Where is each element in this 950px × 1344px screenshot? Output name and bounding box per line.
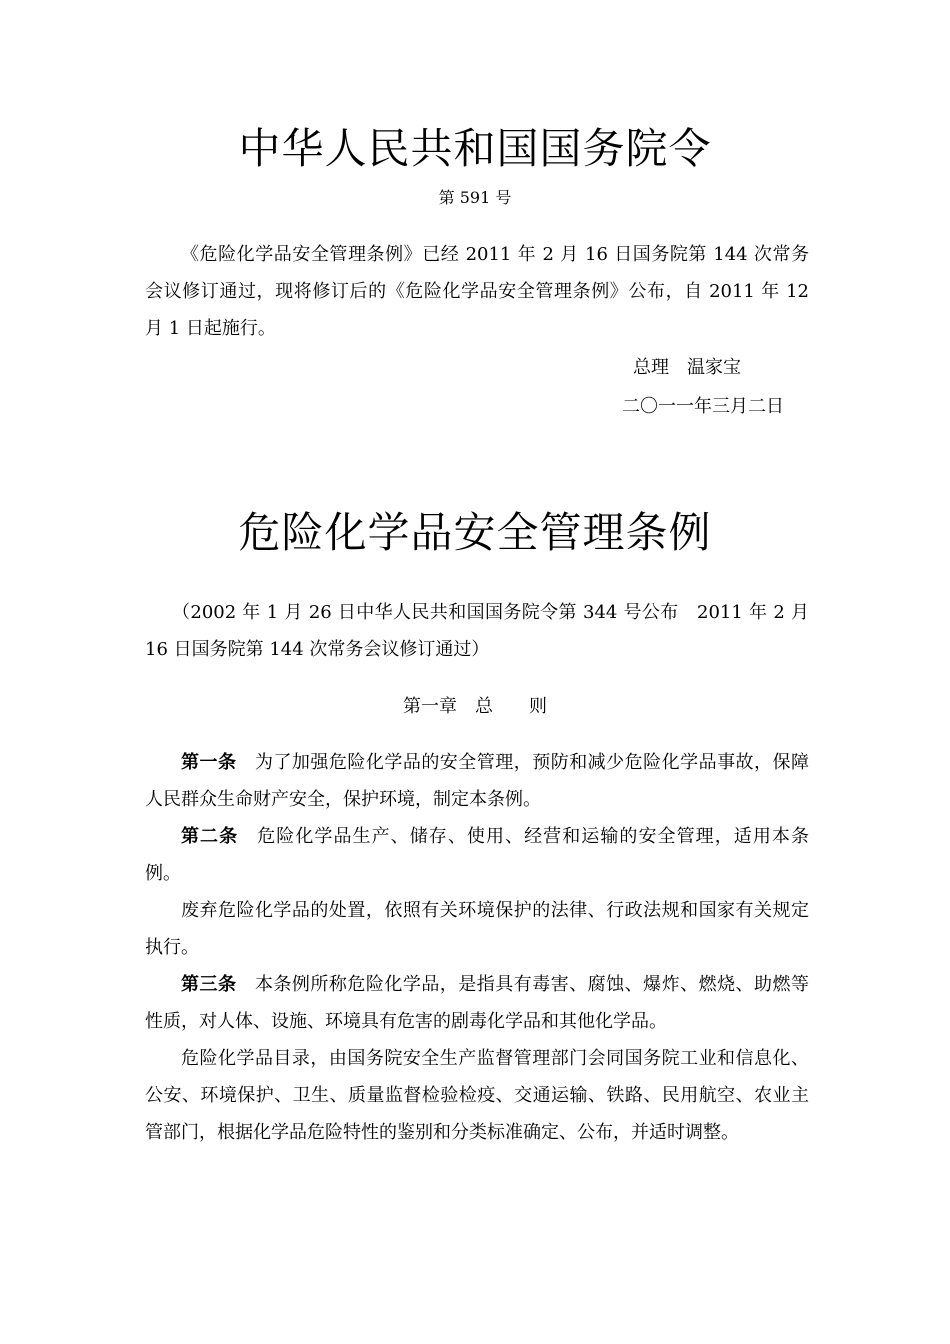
article-1-label: 第一条	[181, 752, 237, 773]
signer-role: 总理	[633, 357, 669, 378]
article-2-text: 危险化学品生产、储存、使用、经营和运输的安全管理，适用本条例。	[145, 826, 809, 884]
decree-date: 二〇一一年三月二日	[622, 396, 784, 417]
article-3-paragraph-2: 危险化学品目录，由国务院安全生产监督管理部门会同国务院工业和信息化、公安、环境保护、卫生、质量监督检验检疫、交通运输、铁路、民用航空、农业主管部门，根据化学品危险特性的鉴别和分类标准确定、公布，并适时调整。	[145, 1048, 809, 1143]
article-3-label: 第三条	[181, 974, 237, 995]
signer-name: 温家宝	[687, 357, 741, 378]
chapter-heading	[0, 695, 950, 719]
chapter-name-part-1: 总	[475, 696, 493, 717]
article-2	[145, 818, 809, 892]
decree-body: 《危险化学品安全管理条例》已经 2011 年 2 月 16 日国务院第 144 次常务会议修订通过，现将修订后的《危险化学品安全管理条例》公布，自 2011 年 12 月 1 日起施行。	[145, 244, 809, 339]
article-2-label: 第二条	[181, 826, 239, 847]
signature-line	[633, 356, 741, 380]
article-1-text: 为了加强危险化学品的安全管理，预防和减少危险化学品事故，保障人民群众生命财产安全，保护环境，制定本条例。	[145, 752, 810, 810]
chapter-number: 第一章	[403, 696, 457, 717]
chapter-name-part-2: 则	[529, 696, 547, 717]
article-2-paragraph-2: 废弃危险化学品的处置，依照有关环境保护的法律、行政法规和国家有关规定执行。	[145, 900, 809, 958]
article-3-text: 本条例所称危险化学品，是指具有毒害、腐蚀、爆炸、燃烧、助燃等性质，对人体、设施、环境具有危害的剧毒化学品和其他化学品。	[145, 974, 810, 1032]
promulgation-note: （2002 年 1 月 26 日中华人民共和国国务院令第 344 号公布 2011 年 2 月 16 日国务院第 144 次常务会议修订通过）	[145, 602, 809, 660]
decree-number: 第 591 号	[438, 188, 512, 207]
regulation-title: 危险化学品安全管理条例	[238, 508, 712, 557]
article-3	[145, 966, 809, 1040]
article-1	[145, 744, 809, 818]
decree-title: 中华人民共和国国务院令	[238, 124, 712, 173]
